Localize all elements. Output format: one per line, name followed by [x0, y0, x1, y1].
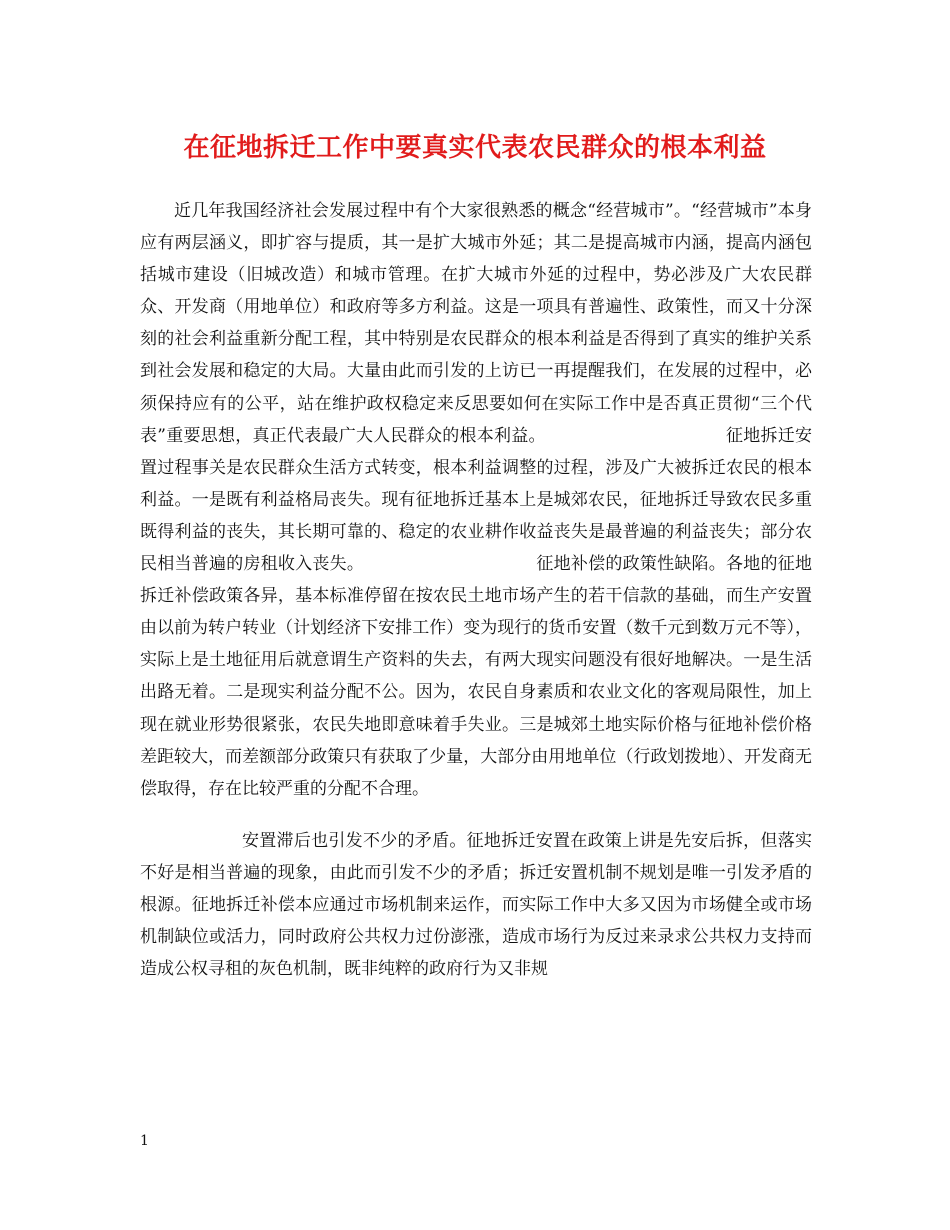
- paragraph-1-part-1: 近几年我国经济社会发展过程中有个大家很熟悉的概念“经营城市”。“经营城市”本身应有两层涵义，即扩容与提质，其一是扩大城市外延；其二是提高城市内涵，提高内涵包括城市建设（旧城改造）和城市管理。在扩大城市外延的过程中，势必涉及广大农民群众、开发商（用地单位）和政府等多方利益。这是一项具有普遍性、政策性，而又十分深刻的社会利益重新分配工程，其中特别是农民群众的根本利益是否得到了真实的维护关系到社会发展和稳定的大局。大量由此而引发的上访已一再提醒我们，在发展的过程中，必须保持应有的公平，站在维护政权稳定来反思要如何在实际工作中是否真正贯彻“三个代表”重要思想，真正代表最广大人民群众的根本利益。: [140, 201, 812, 446]
- document-title: 在征地拆迁工作中要真实代表农民群众的根本利益: [183, 133, 767, 163]
- paragraph-1-part-2: 征地拆迁安置过程事关是农民群众生活方式转变，根本利益调整的过程，涉及广大被拆迁农民的根本利益。一是既有利益格局丧失。现有征地拆迁基本上是城郊农民，征地拆迁导致农民多重既得利益的丧失，其长期可靠的、稳定的农业耕作收益丧失是最普遍的利益丧失；部分农民相当普遍的房租收入丧失。: [140, 425, 812, 575]
- body-paragraph-1: [140, 195, 812, 805]
- body-paragraph-2: 安置滞后也引发不少的矛盾。征地拆迁安置在政策上讲是先安后拆，但落实不好是相当普遍的现象，由此而引发不少的矛盾；拆迁安置机制不规划是唯一引发矛盾的根源。征地拆迁补偿本应通过市场机制来运作，而实际工作中大多又因为市场健全或市场机制缺位或活力，同时政府公共权力过份澎涨，造成市场行为反过来录求公共权力支持而造成公权寻租的灰色机制，既非纯粹的政府行为又非规: [140, 830, 812, 980]
- paragraph-1-part-3: 征地补偿的政策性缺陷。各地的征地拆迁补偿政策各异，基本标准停留在按农民土地市场产生的若干信款的基础，而生产安置由以前为转户转业（计划经济下安排工作）变为现行的货币安置（数千元到数万元不等），实际上是土地征用后就意谓生产资料的失去，有两大现实问题没有很好地解决。一是生活出路无着。二是现实利益分配不公。因为，农民自身素质和农业文化的客观局限性，加上现在就业形势很紧张，农民失地即意味着手失业。三是城郊土地实际价格与征地补偿价格差距较大，而差额部分政策只有获取了少量，大部分由用地单位（行政划拨地）、开发商无偿取得，存在比较严重的分配不合理。: [140, 554, 813, 799]
- page-number: 1: [140, 1133, 149, 1149]
- document-body: [140, 175, 812, 985]
